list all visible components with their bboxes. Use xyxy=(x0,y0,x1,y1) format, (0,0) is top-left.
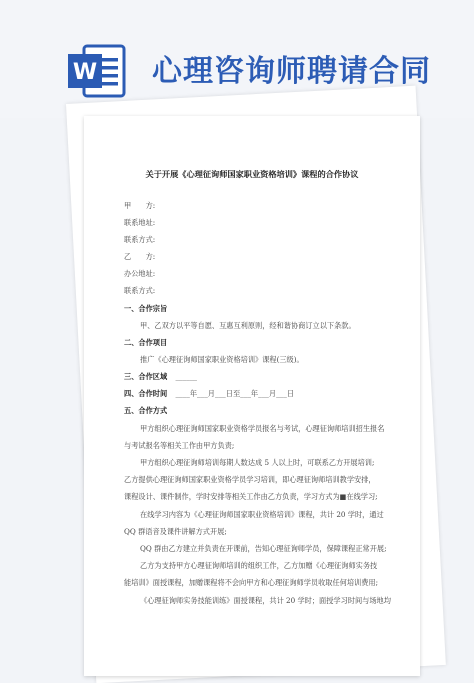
section-2-text: 推广《心理征询师国家职业资格培训》课程(三级)。 xyxy=(140,355,304,364)
section-2-heading: 二、合作项目 xyxy=(124,338,168,347)
paragraph-5: QQ 群由乙方建立并负责在开课前，告知心理征询师学员，保障课程正常开展; xyxy=(140,544,387,553)
section-4-heading: 四、合作时间 xyxy=(124,389,168,398)
document-page xyxy=(84,116,420,676)
paragraph-1b: 与考试报名等相关工作由甲方负责; xyxy=(124,441,235,450)
party-a-label: 甲 方: xyxy=(124,201,156,210)
office-label: 办公地址: xyxy=(124,269,156,278)
paragraph-4: 在线学习内容为《心理征询师国家职业资格培训》课程，共计 20 学时，通过 xyxy=(140,510,384,519)
word-icon xyxy=(66,40,128,102)
section-1-heading: 一、合作宗旨 xyxy=(124,304,168,313)
contact-label: 联系方式: xyxy=(124,235,156,244)
section-5-heading: 五、合作方式 xyxy=(124,406,168,415)
contact-label-2: 联系方式: xyxy=(124,286,156,295)
section-3-blank: ______ xyxy=(175,372,197,381)
section-3-heading: 三、合作区域 xyxy=(124,372,168,381)
paragraph-4b: QQ 群语音及课件讲解方式开展; xyxy=(124,527,227,536)
address-label: 联系地址: xyxy=(124,218,156,227)
paragraph-2: 甲方组织心理征询师培训每期人数达成 5 人以上时，可联系乙方开展培训; xyxy=(140,458,375,467)
paragraph-6: 乙方为支持甲方心理征询师培训的组织工作，乙方加赠《心理征询师实务技 xyxy=(140,561,378,570)
paragraph-6b: 能培训》面授课程，加赠课程将不会向甲方和心理征询师学员收取任何培训费用; xyxy=(124,578,378,587)
section-1-text: 甲、乙双方以平等自愿、互惠互利原则，经和谐协商订立以下条款。 xyxy=(140,321,356,330)
paragraph-3: 乙方提供心理征询师国家职业资格学员学习培训，即心理征询师培训教学安排， xyxy=(124,475,376,484)
paragraph-7: 《心理征询师实务技能训练》面授课程，共计 20 学时；面授学习时间与场地均 xyxy=(140,596,391,605)
paragraph-1: 甲方组织心理征询师国家职业资格学员报名与考试，心理征询师培训招生报名 xyxy=(140,424,385,433)
svg-text:W: W xyxy=(72,60,98,85)
document-title: 关于开展《心理征询师国家职业资格培训》课程的合作协议 xyxy=(145,169,359,179)
paragraph-3b: 课程设计、课件制作，学时安排等相关工作由乙方负责，学习方式为■在线学习; xyxy=(124,492,378,501)
banner-title: 心理咨询师聘请合同 xyxy=(152,54,431,89)
party-b-label: 乙 方: xyxy=(124,252,156,261)
section-4-text: ____年___月___日至___年___月___日 xyxy=(175,389,295,398)
